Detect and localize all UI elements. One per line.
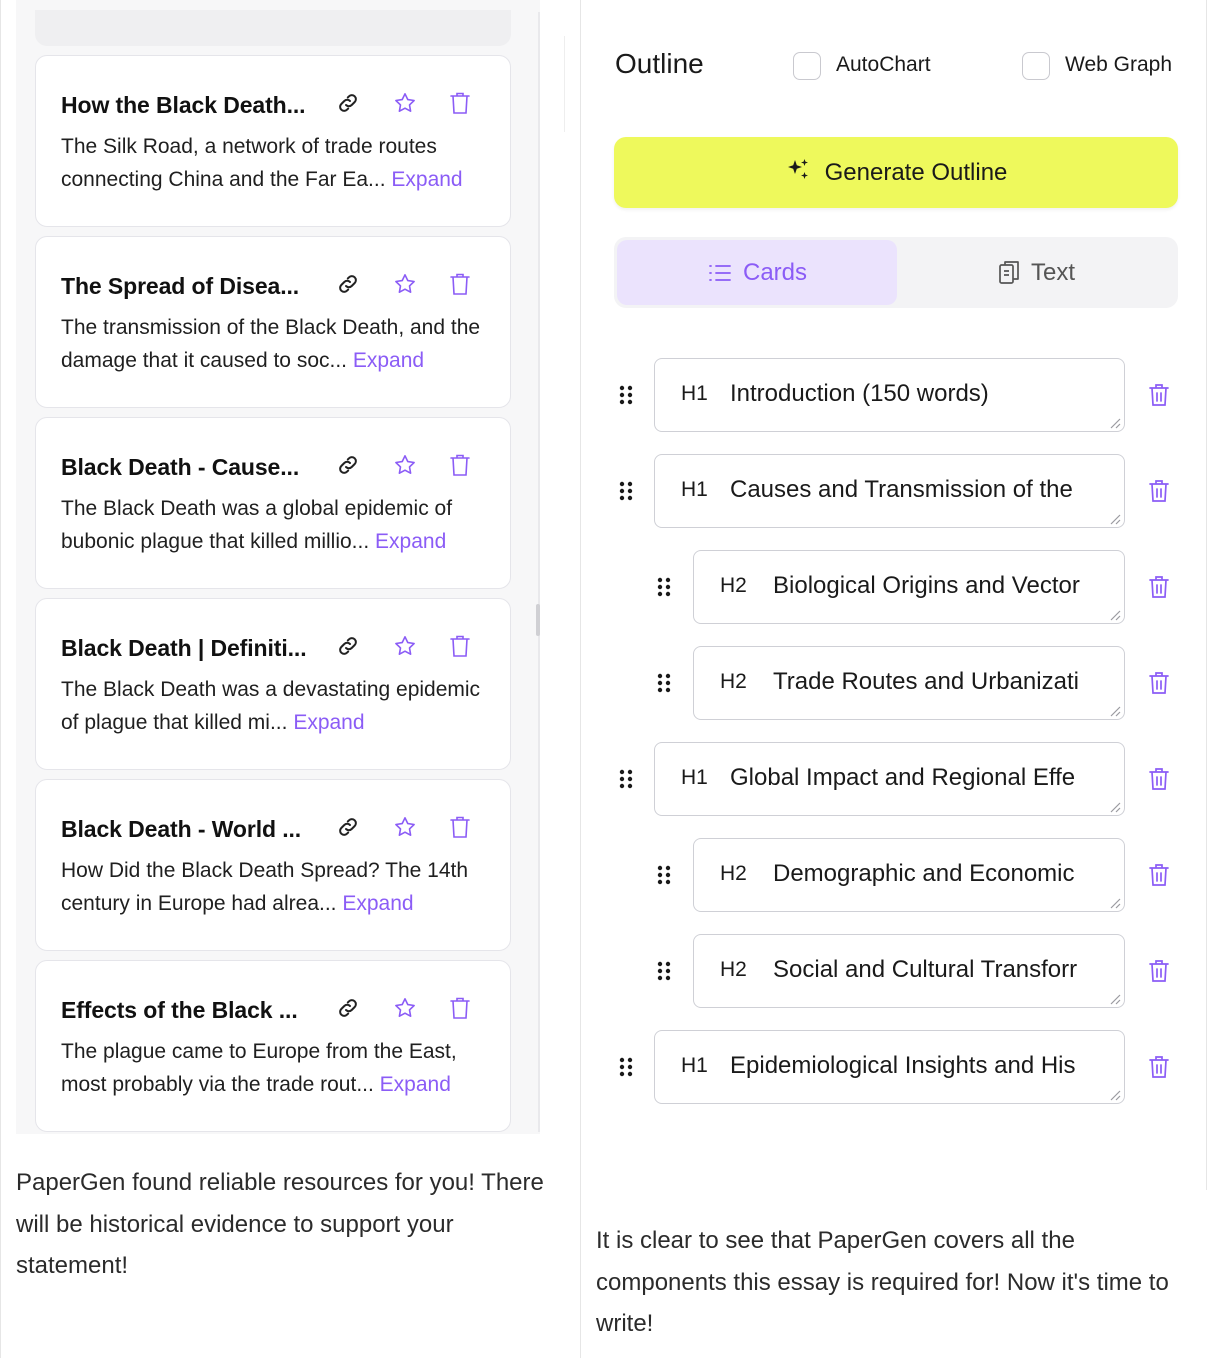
source-snippet: The Black Death was a global epidemic of bubonic plague that killed millio... Expand xyxy=(61,497,453,553)
source-title[interactable]: How the Black Death... xyxy=(61,92,306,118)
drag-handle-icon[interactable] xyxy=(657,673,671,693)
drag-handle-icon[interactable] xyxy=(657,961,671,981)
sparkle-icon xyxy=(785,157,811,188)
heading-input[interactable] xyxy=(693,934,1125,1008)
link-icon[interactable] xyxy=(336,90,360,116)
delete-heading-icon[interactable] xyxy=(1147,1054,1171,1080)
list-icon xyxy=(707,261,733,285)
outline-item[interactable] xyxy=(0,934,1228,1008)
heading-text[interactable]: Demographic and Economic xyxy=(773,860,1075,887)
expand-link[interactable]: Expand xyxy=(293,711,365,734)
star-icon[interactable] xyxy=(393,271,417,297)
delete-heading-icon[interactable] xyxy=(1147,862,1171,888)
heading-text[interactable]: Global Impact and Regional Effe xyxy=(730,764,1076,791)
heading-text[interactable]: Biological Origins and Vector xyxy=(773,572,1080,599)
trash-icon[interactable] xyxy=(448,814,472,840)
expand-link[interactable]: Expand xyxy=(342,892,414,915)
heading-input[interactable] xyxy=(654,1030,1125,1104)
delete-heading-icon[interactable] xyxy=(1147,574,1171,600)
resize-grip-icon[interactable] xyxy=(1109,1088,1121,1100)
autochart-label[interactable]: AutoChart xyxy=(836,53,931,76)
heading-text[interactable]: Social and Cultural Transforr xyxy=(773,956,1078,983)
resize-grip-icon[interactable] xyxy=(1109,896,1121,908)
source-card[interactable] xyxy=(35,55,511,227)
drag-handle-icon[interactable] xyxy=(657,865,671,885)
heading-text[interactable]: Epidemiological Insights and His xyxy=(730,1052,1076,1079)
source-snippet: The Black Death was a devastating epidemic of plague that killed mi... Expand xyxy=(61,678,481,734)
tab-text[interactable] xyxy=(897,240,1175,305)
expand-link[interactable]: Expand xyxy=(379,1073,451,1096)
drag-handle-icon[interactable] xyxy=(619,769,633,789)
delete-heading-icon[interactable] xyxy=(1147,766,1171,792)
star-icon[interactable] xyxy=(393,814,417,840)
expand-link[interactable]: Expand xyxy=(391,168,463,191)
expand-link[interactable]: Expand xyxy=(352,349,425,372)
resize-grip-icon[interactable] xyxy=(1109,800,1121,812)
resize-grip-icon[interactable] xyxy=(1109,416,1121,428)
source-title[interactable]: Black Death - Cause... xyxy=(61,454,300,480)
heading-level: H1 xyxy=(681,382,708,405)
source-title[interactable]: The Spread of Disea... xyxy=(61,273,300,299)
trash-icon[interactable] xyxy=(448,90,472,116)
outline-item[interactable] xyxy=(0,454,1228,528)
outline-item[interactable] xyxy=(0,742,1228,816)
resize-grip-icon[interactable] xyxy=(1109,608,1121,620)
heading-level: H2 xyxy=(720,862,747,885)
delete-heading-icon[interactable] xyxy=(1147,958,1171,984)
source-snippet: The transmission of the Black Death, and the damage that it caused to soc... Expand xyxy=(61,316,481,372)
outline-title: Outline xyxy=(615,48,704,79)
generate-outline-button[interactable] xyxy=(614,137,1178,208)
heading-text[interactable]: Trade Routes and Urbanizati xyxy=(773,668,1079,695)
source-title[interactable]: Effects of the Black ... xyxy=(61,997,298,1023)
heading-input[interactable] xyxy=(693,646,1125,720)
resize-grip-icon[interactable] xyxy=(1109,512,1121,524)
star-icon[interactable] xyxy=(393,90,417,116)
outline-item[interactable] xyxy=(0,1030,1228,1104)
outline-item[interactable] xyxy=(0,838,1228,912)
webgraph-checkbox[interactable] xyxy=(1022,52,1050,80)
heading-input[interactable] xyxy=(693,550,1125,624)
right-caption: It is clear to see that PaperGen covers all the components this essay is required for! Now it's time to write! xyxy=(596,1227,1169,1337)
heading-level: H1 xyxy=(681,1054,708,1077)
source-snippet: The Silk Road, a network of trade routes connecting China and the Far Ea... Expand xyxy=(61,135,463,191)
heading-input[interactable] xyxy=(654,454,1125,528)
tab-text-label: Text xyxy=(1030,258,1075,286)
heading-input[interactable] xyxy=(654,742,1125,816)
outline-item[interactable] xyxy=(0,358,1228,432)
link-icon[interactable] xyxy=(336,814,360,840)
delete-heading-icon[interactable] xyxy=(1147,382,1171,408)
drag-handle-icon[interactable] xyxy=(619,1057,633,1077)
trash-icon[interactable] xyxy=(448,271,472,297)
expand-link[interactable]: Expand xyxy=(375,530,447,553)
divider xyxy=(564,36,565,132)
drag-handle-icon[interactable] xyxy=(619,481,633,501)
delete-heading-icon[interactable] xyxy=(1147,670,1171,696)
resize-grip-icon[interactable] xyxy=(1109,992,1121,1004)
view-toggle xyxy=(614,237,1178,308)
left-caption: PaperGen found reliable resources for you! There will be historical evidence to support your statement! xyxy=(16,1169,544,1279)
source-snippet: How Did the Black Death Spread? The 14th century in Europe had alrea... Expand xyxy=(61,859,469,915)
drag-handle-icon[interactable] xyxy=(657,577,671,597)
drag-handle-icon[interactable] xyxy=(619,385,633,405)
heading-text[interactable]: Introduction (150 words) xyxy=(730,380,989,407)
delete-heading-icon[interactable] xyxy=(1147,478,1171,504)
generate-outline-label: Generate Outline xyxy=(824,158,1008,186)
heading-level: H2 xyxy=(720,670,747,693)
heading-input[interactable] xyxy=(654,358,1125,432)
tab-cards-label: Cards xyxy=(742,258,808,286)
webgraph-label[interactable]: Web Graph xyxy=(1065,53,1172,76)
autochart-checkbox[interactable] xyxy=(793,52,821,80)
outline-item[interactable] xyxy=(0,550,1228,624)
heading-level: H1 xyxy=(681,766,708,789)
source-title[interactable]: Black Death - World ... xyxy=(61,816,302,842)
heading-text[interactable]: Causes and Transmission of the xyxy=(730,476,1073,503)
previous-card-stub xyxy=(35,10,511,46)
heading-input[interactable] xyxy=(693,838,1125,912)
clipboard-icon xyxy=(997,260,1021,286)
heading-level: H2 xyxy=(720,574,747,597)
outline-item[interactable] xyxy=(0,646,1228,720)
heading-level: H2 xyxy=(720,958,747,981)
source-snippet: The plague came to Europe from the East, most probably via the trade rout... Expand xyxy=(61,1040,457,1096)
tab-cards[interactable] xyxy=(617,240,897,305)
heading-level: H1 xyxy=(681,478,708,501)
link-icon[interactable] xyxy=(336,271,360,297)
source-title[interactable]: Black Death | Definiti... xyxy=(61,635,307,661)
resize-grip-icon[interactable] xyxy=(1109,704,1121,716)
